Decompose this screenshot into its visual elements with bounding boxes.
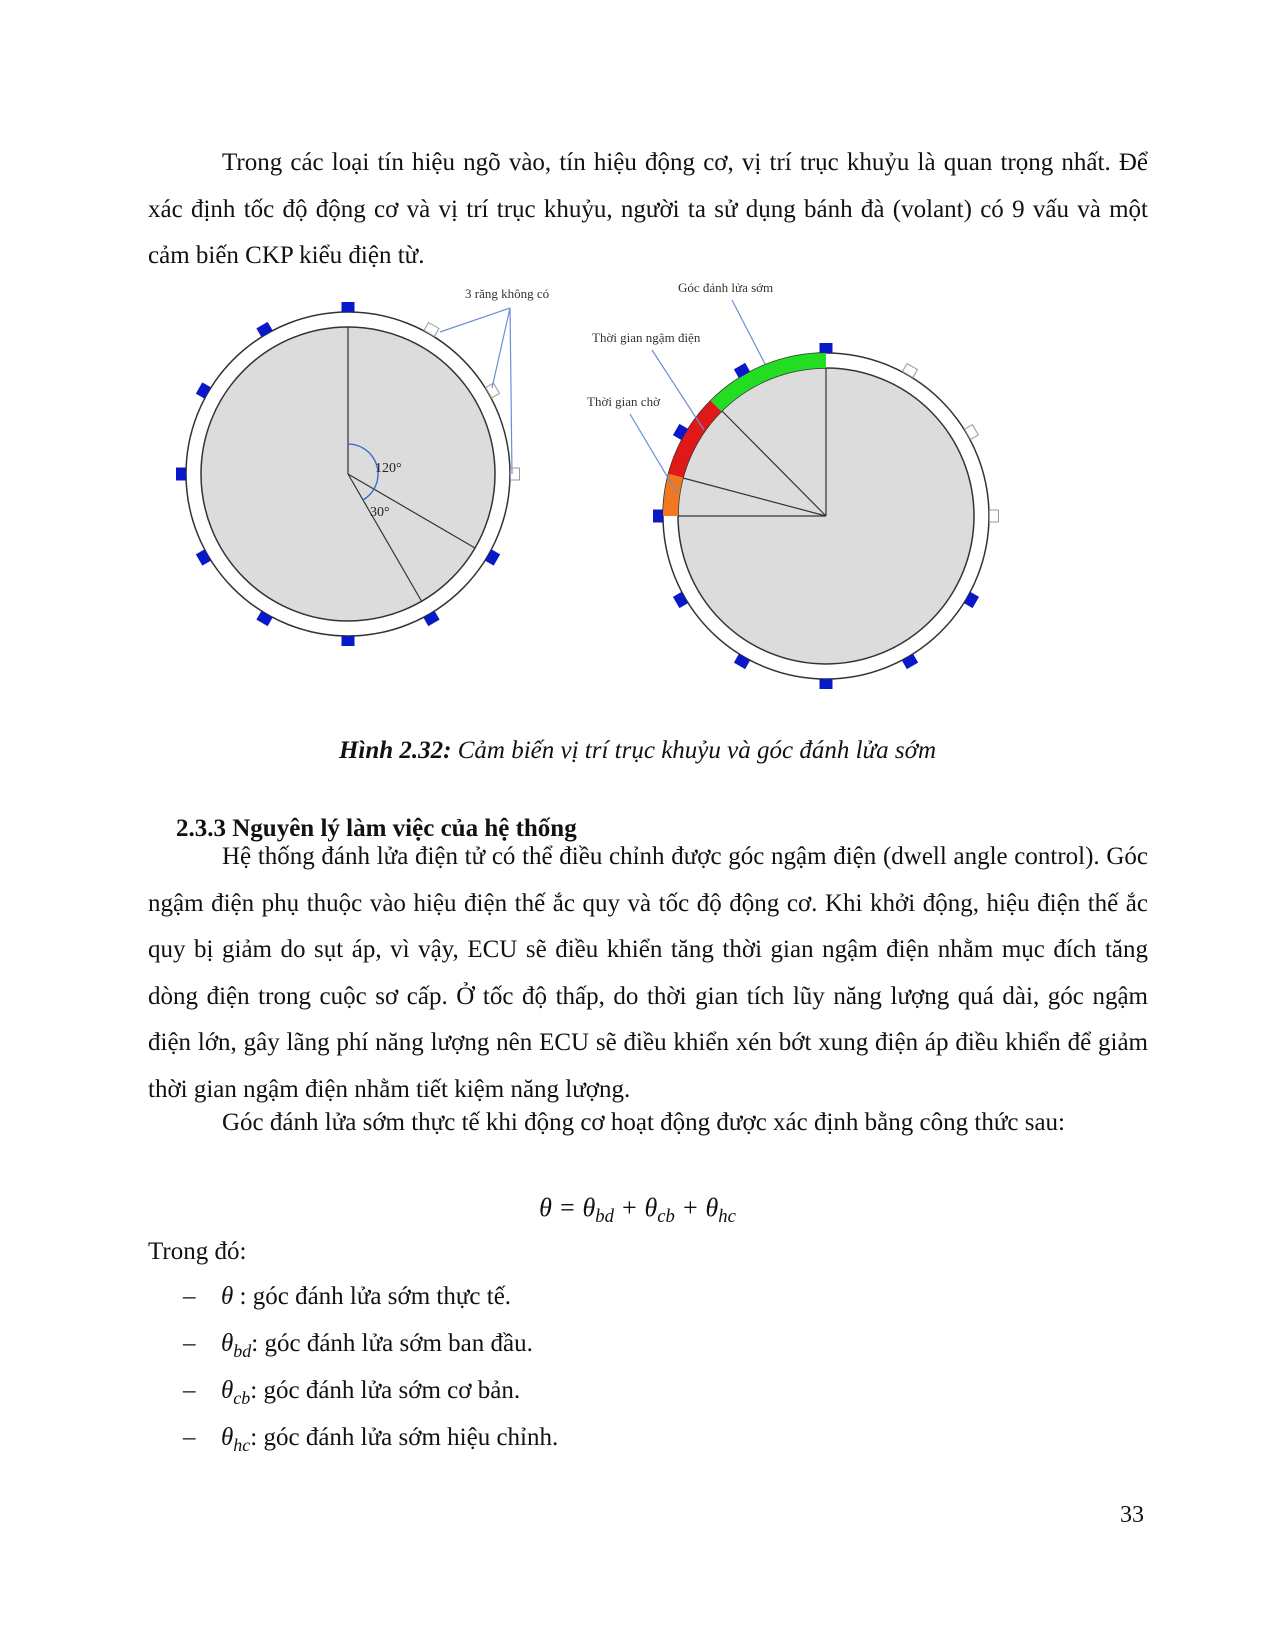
- flywheel-tooth: [820, 680, 832, 689]
- formula-theta-bd: θ: [582, 1193, 596, 1222]
- flywheel-tooth: [177, 468, 186, 480]
- figure-caption: [0, 737, 1275, 765]
- advance-angle-pointer: [732, 300, 765, 364]
- flywheel-tooth: [197, 550, 211, 565]
- formula-theta: θ: [539, 1193, 552, 1222]
- definition-dash: –: [183, 1330, 196, 1357]
- page-number: 33: [1120, 1502, 1144, 1528]
- flywheel-tooth: [903, 655, 918, 669]
- intro-paragraph: Trong các loại tín hiệu ngõ vào, tín hiệu động cơ, vị trí trục khuỷu là quan trọng nhất. Để xác định tốc độ động cơ và vị trí trục khuỷu, người ta sử dụng bánh đà (volant) có 9 vấu và một cảm biến CKP kiểu điện từ.: [148, 149, 1148, 269]
- crankshaft-figure: [170, 280, 1040, 710]
- right-flywheel-diagram: [587, 280, 999, 689]
- flywheel-tooth: [965, 593, 979, 608]
- missing-teeth-arrow-3: [510, 308, 512, 474]
- flywheel-tooth: [257, 612, 272, 626]
- definition-sub: hc: [233, 1435, 251, 1455]
- left-flywheel-diagram: [177, 286, 550, 646]
- definition-sub: bd: [233, 1341, 252, 1361]
- definition-text: : góc đánh lửa sớm thực tế.: [233, 1283, 512, 1310]
- definition-sub: cb: [233, 1388, 251, 1408]
- definition-symbol: θ: [221, 1377, 234, 1404]
- advance-angle-label: Góc đánh lửa sớm: [678, 280, 774, 295]
- definition-item: [183, 1330, 533, 1362]
- missing-teeth-arrow-2: [492, 308, 510, 388]
- missing-tooth: [990, 510, 999, 522]
- formula-theta-hc: θ: [705, 1193, 719, 1222]
- formula-sub-cb: cb: [657, 1206, 675, 1228]
- definition-item: [183, 1377, 520, 1409]
- flywheel-tooth: [820, 344, 832, 353]
- flywheel-tooth: [424, 612, 439, 626]
- formula-theta-cb: θ: [644, 1193, 658, 1222]
- formula-equals: =: [551, 1193, 583, 1222]
- figure-caption-label: Hình 2.32:: [338, 737, 452, 764]
- flywheel-tooth: [735, 655, 750, 669]
- definitions-label: Trong đó:: [148, 1238, 247, 1265]
- wait-time-pointer: [630, 414, 677, 493]
- dwell-time-label: Thời gian ngậm điện: [592, 330, 701, 345]
- section-paragraph-2: Góc đánh lửa sớm thực tế khi động cơ hoạt động được xác định bằng công thức sau:: [222, 1109, 1065, 1136]
- formula: [0, 1193, 1275, 1228]
- section-paragraph-1: Hệ thống đánh lửa điện tử có thể điều chỉnh được góc ngậm điện (dwell angle control). Góc ngậm điện phụ thuộc vào hiệu điện thế ắc quy và tốc độ động cơ. Khi khởi động, hiệu điện thế ắc quy bị giảm do sụt áp, vì vậy, ECU sẽ điều khiển tăng thời gian ngậm điện nhằm mục đích tăng dòng điện trong cuộc sơ cấp. Ở tốc độ thấp, do thời gian tích lũy năng lượng quá dài, góc ngậm điện lớn, gây lãng phí năng lượng nên ECU sẽ điều khiển xén bớt xung điện áp điều khiển để giảm thời gian ngậm điện nhằm tiết kiệm năng lượng.: [148, 843, 1148, 1103]
- flywheel-tooth: [342, 637, 354, 646]
- formula-sub-bd: bd: [595, 1206, 614, 1228]
- flywheel-tooth: [654, 510, 663, 522]
- section-heading: 2.3.3 Nguyên lý làm việc của hệ thống: [176, 815, 577, 842]
- dwell-time-pointer: [652, 350, 704, 430]
- missing-tooth: [965, 425, 979, 440]
- definition-dash: –: [183, 1377, 196, 1404]
- flywheel-tooth: [486, 550, 500, 565]
- definition-symbol: θ: [221, 1424, 234, 1451]
- definition-text: : góc đánh lửa sớm ban đầu.: [251, 1330, 533, 1357]
- definition-item: [183, 1424, 558, 1456]
- definition-item: [183, 1283, 511, 1311]
- missing-teeth-label: 3 răng không có: [465, 286, 550, 301]
- definition-dash: –: [183, 1283, 196, 1310]
- flywheel-tooth: [257, 323, 272, 337]
- definition-symbol: θ: [221, 1283, 234, 1310]
- angle-120-label: 120°: [375, 461, 402, 476]
- missing-tooth: [903, 364, 918, 378]
- flywheel-tooth: [674, 593, 688, 608]
- definition-text: : góc đánh lửa sớm cơ bản.: [250, 1377, 521, 1404]
- figure-caption-text: Cảm biến vị trí trục khuỷu và góc đánh lửa sớm: [451, 737, 937, 764]
- definition-symbol: θ: [221, 1330, 234, 1357]
- definition-text: : góc đánh lửa sớm hiệu chỉnh.: [250, 1424, 559, 1451]
- wait-time-label: Thời gian chờ: [587, 394, 660, 409]
- formula-sub-hc: hc: [718, 1206, 736, 1228]
- definition-dash: –: [183, 1424, 196, 1451]
- missing-tooth: [424, 323, 439, 337]
- formula-plus-1: +: [613, 1193, 645, 1222]
- formula-plus-2: +: [674, 1193, 706, 1222]
- missing-teeth-arrow-1: [440, 308, 510, 332]
- flywheel-tooth: [342, 303, 354, 312]
- angle-30-label: 30°: [370, 505, 390, 520]
- flywheel-tooth: [197, 383, 211, 398]
